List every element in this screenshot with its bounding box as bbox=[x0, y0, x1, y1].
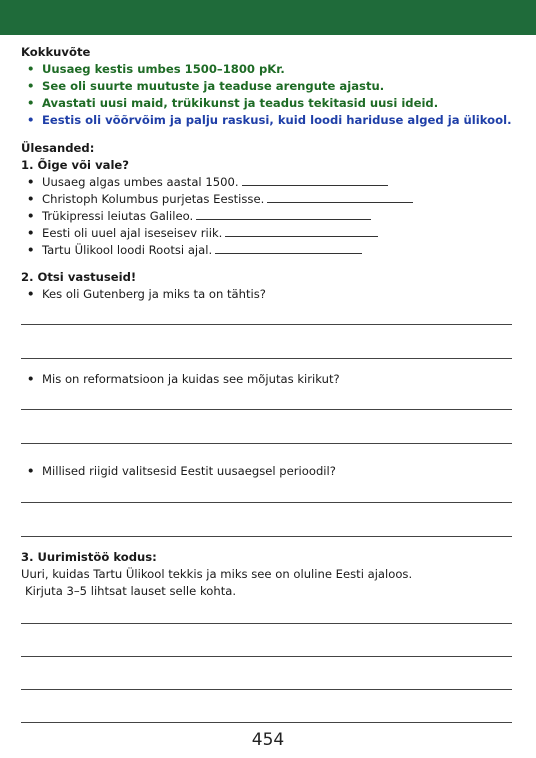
header-bar bbox=[0, 0, 536, 35]
summary-section bbox=[21, 44, 513, 129]
summary-list bbox=[21, 61, 513, 129]
question-list bbox=[21, 371, 513, 388]
answer-blank[interactable] bbox=[215, 242, 362, 254]
summary-item: • Uusaeg kestis umbes 1500–1800 pKr. bbox=[21, 61, 513, 78]
statement-text: Eesti oli uuel ajal iseseisev riik. bbox=[42, 226, 223, 240]
answer-line[interactable] bbox=[21, 443, 512, 444]
answer-line[interactable] bbox=[21, 502, 512, 503]
answer-line[interactable] bbox=[21, 358, 512, 359]
answer-line[interactable] bbox=[21, 409, 512, 410]
question-item: • Kes oli Gutenberg ja miks ta on tähtis? bbox=[21, 286, 513, 303]
task1-title: 1. Õige või vale? bbox=[21, 158, 130, 172]
task3-section bbox=[21, 549, 513, 600]
true-false-item bbox=[21, 242, 513, 259]
true-false-item bbox=[21, 191, 513, 208]
question-item: • Mis on reformatsioon ja kuidas see mõjutas kirikut? bbox=[21, 371, 513, 388]
page-number: 454 bbox=[251, 730, 285, 750]
answer-line[interactable] bbox=[21, 324, 512, 325]
task3-instruction: Kirjuta 3–5 lihtsat lauset selle kohta. bbox=[25, 584, 237, 598]
answer-blank[interactable] bbox=[225, 225, 378, 237]
answer-blank[interactable] bbox=[242, 174, 388, 186]
statement-text: Uusaeg algas umbes aastal 1500. bbox=[42, 175, 239, 189]
answer-line[interactable] bbox=[21, 623, 512, 624]
answer-blank[interactable] bbox=[267, 191, 413, 203]
question-item: • Millised riigid valitsesid Eestit uusaegsel perioodil? bbox=[21, 463, 513, 480]
statement-text: Trükipressi leiutas Galileo. bbox=[42, 209, 194, 223]
summary-item: • Eestis oli võõrvõim ja palju raskusi, kuid loodi hariduse alged ja ülikool. bbox=[21, 112, 513, 129]
task2-title: 2. Otsi vastuseid! bbox=[21, 270, 137, 284]
task3-instruction: Uuri, kuidas Tartu Ülikool tekkis ja miks see on oluline Eesti ajaloos. bbox=[21, 567, 413, 581]
task1-section bbox=[21, 140, 513, 259]
answer-line[interactable] bbox=[21, 722, 512, 723]
statement-text: Tartu Ülikool loodi Rootsi ajal. bbox=[42, 243, 213, 257]
task3-title: 3. Uurimistöö kodus: bbox=[21, 550, 157, 564]
true-false-list bbox=[21, 174, 513, 259]
question-list bbox=[21, 286, 513, 303]
answer-line[interactable] bbox=[21, 689, 512, 690]
question-list bbox=[21, 463, 513, 480]
statement-text: Christoph Kolumbus purjetas Eestisse. bbox=[42, 192, 265, 206]
answer-line[interactable] bbox=[21, 536, 512, 537]
true-false-item bbox=[21, 174, 513, 191]
summary-item: • Avastati uusi maid, trükikunst ja teadus tekitasid uusi ideid. bbox=[21, 95, 513, 112]
summary-item: • See oli suurte muutuste ja teaduse arengute ajastu. bbox=[21, 78, 513, 95]
answer-blank[interactable] bbox=[196, 208, 371, 220]
summary-title: Kokkuvõte bbox=[21, 45, 91, 59]
tasks-title: Ülesanded: bbox=[21, 141, 95, 155]
true-false-item bbox=[21, 208, 513, 225]
answer-line[interactable] bbox=[21, 656, 512, 657]
true-false-item bbox=[21, 225, 513, 242]
